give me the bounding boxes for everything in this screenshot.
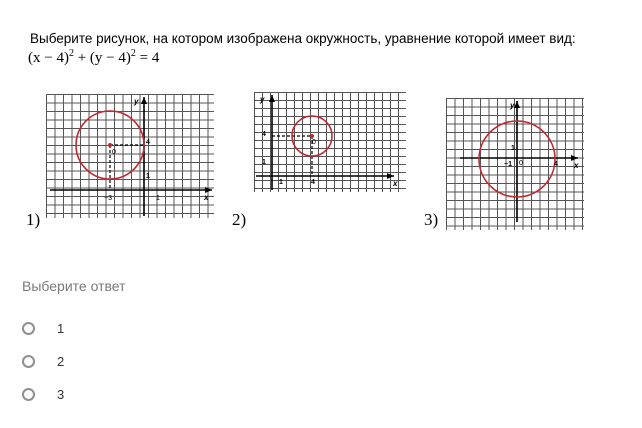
figure-3-grid <box>446 98 584 230</box>
option-label: 1 <box>57 320 65 336</box>
figure-2-label-one-y: 1 <box>262 159 266 166</box>
figure-2-grid <box>254 92 406 192</box>
figure-2-graph <box>254 92 406 192</box>
figure-3-label-neg-one-x: −1 <box>504 161 512 168</box>
figure-2-label-x-tick: 4 <box>311 179 315 186</box>
figure-2-center-point <box>310 134 314 138</box>
figure-3-label-axis-y: y <box>510 101 515 110</box>
figure-2-label-axis-y: y <box>260 95 265 104</box>
figure-3-graph <box>446 98 584 230</box>
figure-1-number: 1) <box>26 210 41 229</box>
figure-1-label-axis-y: y <box>134 97 139 106</box>
figure-2-label-y-tick: 4 <box>262 131 266 138</box>
figure-1-graph <box>46 94 214 218</box>
figure-3-label-axis-x: x <box>574 161 579 170</box>
figure-1-label-origin: 0 <box>112 149 116 156</box>
figure-1-label-y-tick: 4 <box>146 139 150 146</box>
option-label: 3 <box>57 386 65 402</box>
figure-1-label-x-tick: −3 <box>104 195 112 202</box>
figure-3-label-one-y: 1 <box>511 145 515 152</box>
radio-button[interactable] <box>22 388 35 401</box>
option-3[interactable] <box>22 383 64 405</box>
answer-prompt: Выберите ответ <box>22 278 126 294</box>
figure-3-number: 3) <box>424 210 439 229</box>
figure-2-label-one-x: 1 <box>279 179 283 186</box>
figure-1-label-axis-x: x <box>204 193 209 202</box>
radio-button[interactable] <box>22 355 35 368</box>
figure-1-y-arrow <box>141 97 147 104</box>
option-2[interactable] <box>22 350 64 372</box>
figure-3-label-origin: 0 <box>519 160 523 167</box>
figure-2-label-origin: 0 <box>312 139 316 146</box>
figure-1-label-one-y: 1 <box>146 173 150 180</box>
figure-3-label-x-tick: 4 <box>554 161 558 168</box>
figure-1-center-point <box>108 143 112 147</box>
option-1[interactable] <box>22 317 64 339</box>
figure-1-label-one-x: 1 <box>156 195 160 202</box>
figure-1-grid <box>46 94 214 218</box>
question-text: Выберите рисунок, на котором изображена окружность, уравнение которой имеет вид: <box>30 31 576 46</box>
circle-equation: $(x - 4)^2 + (y - 4)^2 = 4$ <box>28 48 160 66</box>
figure-2-y-arrow <box>269 95 275 102</box>
option-label: 2 <box>57 353 65 369</box>
figure-2-number: 2) <box>232 210 247 229</box>
figure-2-label-axis-x: x <box>393 179 398 188</box>
radio-button[interactable] <box>22 322 35 335</box>
